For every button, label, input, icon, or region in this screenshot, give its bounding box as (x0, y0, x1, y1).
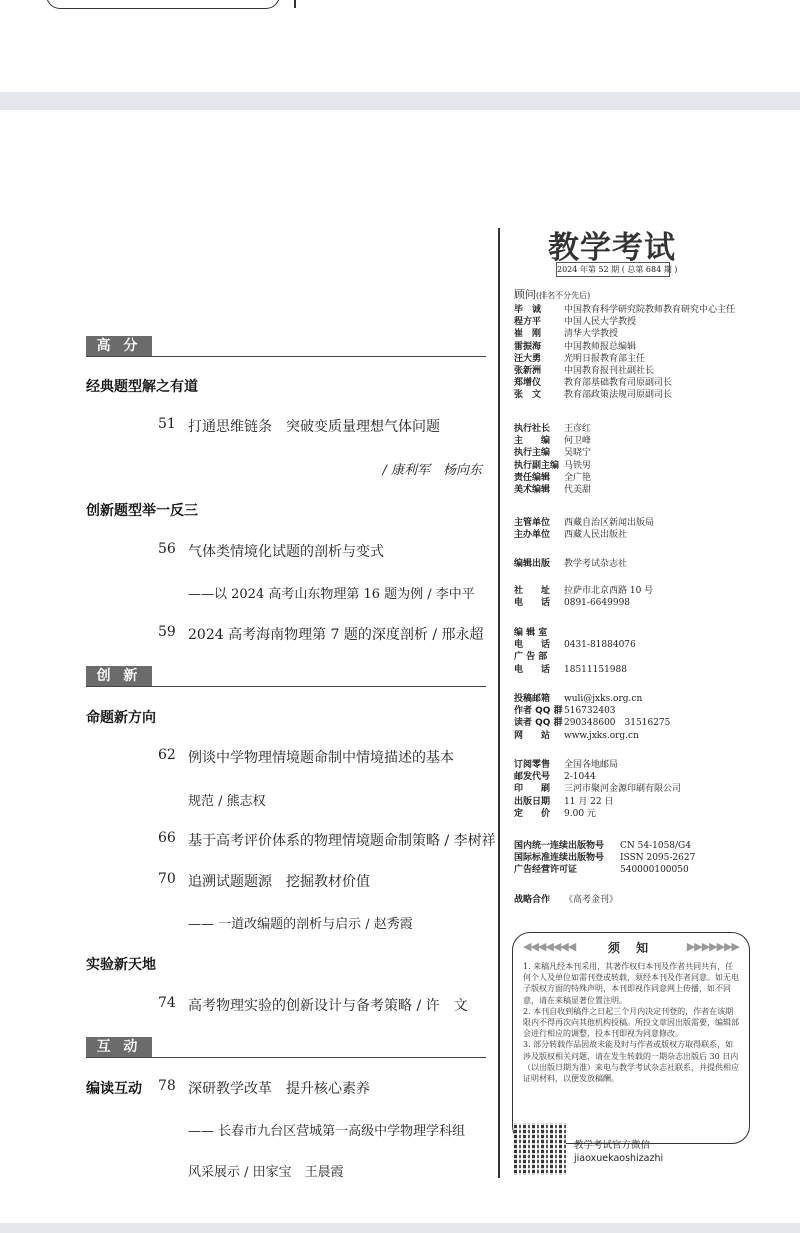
article-subtitle: —— 长春市九台区营城第一高级中学物理学科组 (188, 1124, 466, 1139)
article-author: / 康利军 杨向东 (382, 463, 482, 478)
editorial-office-info: 编 辑 室 电 话 0431-81884076 广 告 部 电 话 18511151988 (514, 628, 636, 675)
article-subtitle: ——以 2024 高考山东物理第 16 题为例 / 李中平 (188, 587, 475, 602)
article-title[interactable]: 深研教学改革 提升核心素养 (188, 1081, 370, 1097)
editors-list: 执行社长 王彦红 主 编 何卫峰 执行主编 吴晓宁 执行副主编 马铁男 责任编辑 全广艳 美术编辑 代美甜 (514, 424, 592, 496)
page-gap (0, 92, 800, 111)
article-title[interactable]: 基于高考评价体系的物理情境题命制策略 / 李树祥 (188, 833, 496, 849)
advisors-list: 毕 诚 中国教育科学研究院教师教育研究中心主任 程方平 中国人民大学教授 崔 刚 清华大学教授 雷振海 中国教师报总编辑 汪大勇 光明日报教育部主任 张新洲 中国教育报刊社副社长 郑增仪 教育部基础教育司原副司长 张 文 教育部政策法规司原副司长 (514, 305, 736, 401)
previous-page-mark (294, 0, 296, 8)
article-continuation: 规范 / 熊志权 (188, 794, 266, 809)
section-label: 创 新 (86, 666, 152, 686)
article-title[interactable]: 打通思维链条 突破变质量理想气体问题 (188, 419, 440, 435)
article-continuation: 风采展示 / 田家宝 王晨霞 (188, 1165, 344, 1180)
article-title[interactable]: 2024 高考海南物理第 7 题的深度剖析 / 邢永超 (188, 627, 484, 643)
publisher-list: 主管单位 西藏自治区新闻出版局 主办单位 西藏人民出版社 (514, 518, 655, 541)
section-header-hudong (86, 1037, 486, 1058)
notice-left-arrows: ◀◀◀◀◀◀◀ (523, 940, 576, 953)
distribution-info: 订阅零售 全国各地邮局 邮发代号 2-1044 印 刷 三河市聚河金源印刷有限公司 出版日期 11 月 22 日 定 价 9.00 元 (514, 760, 682, 819)
article-title[interactable]: 例谈中学物理情境题命制中情境描述的基本 (188, 750, 454, 766)
page-gap-bottom (0, 1223, 800, 1233)
issue-number: 2024 年第 52 期 ( 总第 684 期 ) (556, 262, 670, 277)
article-title[interactable]: 高考物理实验的创新设计与备考策略 / 许 文 (188, 998, 468, 1014)
category-title: 编读互动 (86, 1081, 142, 1097)
magazine-title: 教学考试 (548, 230, 676, 266)
contact-info: 投稿邮箱 wuli@jxks.org.cn 作者 QQ 群516732403 读者 QQ 群290348600 31516275 网 站 www.jxks.org.cn (514, 694, 671, 741)
article-page: 78 (158, 1078, 176, 1094)
article-page: 66 (158, 830, 176, 846)
serials-info: 国内统一连续出版物号 CN 54-1058/G4 国际标准连续出版物号 ISSN 2095-2627 广告经营许可证 540000100050 (514, 841, 696, 876)
qr-pattern-overlay (514, 1123, 566, 1175)
publishing-info: 编辑出版 教学考试杂志社 (514, 559, 628, 569)
category-title: 命题新方向 (86, 710, 156, 726)
article-page: 62 (158, 747, 176, 763)
column-divider (498, 228, 500, 1178)
section-label: 高 分 (86, 336, 152, 356)
article-page: 70 (158, 871, 176, 887)
section-label: 互 动 (86, 1037, 152, 1057)
article-page: 59 (158, 624, 176, 640)
article-page: 56 (158, 541, 176, 557)
notice-body: 1. 来稿凡经本刊采用，其著作权归本刊及作者共同共有，任何个人及单位如需刊登或转载，须经本刊及作者同意。如无电子版权方面的特殊声明，本刊即视作同意网上传播，如不同意，请在来稿显著位置注明。 2. 本刊自收到稿件之日起三个月内决定刊登的，作者在该期限内不得再次向其他机构投稿。所投文章因出版需要，编辑部会进行相应的调整，投本刊即视为同意修改。 3. 部分转载作品因故未能及时与作者或版权方取得联系，如涉及版权相关问题，请在发生转载的一期杂志出版后 30 日内（以出版日期为准）来电与教学考试杂志社联系，并提供相应证明材料，以便发放稿酬。 (523, 962, 739, 1084)
advisors-note: (排名不分先后) (536, 291, 591, 300)
category-title: 实验新天地 (86, 957, 156, 973)
advisors-heading (514, 286, 590, 302)
article-title[interactable]: 追溯试题题源 挖掘教材价值 (188, 874, 370, 890)
advisors-title: 顾问 (514, 288, 536, 301)
partner-info: 战略合作 《高考金刊》 (514, 895, 619, 905)
section-header-gaofen (86, 336, 486, 357)
article-subtitle: —— 一道改编题的剖析与启示 / 赵秀霞 (188, 917, 413, 932)
category-title: 创新题型举一反三 (86, 503, 198, 519)
article-page: 74 (158, 995, 176, 1011)
article-title[interactable]: 气体类情境化试题的剖析与变式 (188, 544, 384, 560)
previous-page-strip (0, 0, 800, 92)
wechat-id: jiaoxuekaoshizazhi (574, 1153, 664, 1164)
notice-box (512, 932, 750, 1144)
notice-title: 须 知 (607, 941, 655, 955)
notice-right-arrows: ▶▶▶▶▶▶▶ (686, 940, 739, 953)
article-page: 51 (158, 416, 176, 432)
category-title: 经典题型解之有道 (86, 379, 198, 395)
section-header-chuangxin (86, 666, 486, 687)
address-info: 社 址 拉萨市北京西路 10 号 电 话 0891-6649998 (514, 586, 654, 609)
wechat-label: 教学考试官方微信 (574, 1140, 651, 1151)
previous-page-search-shape (46, 0, 280, 9)
